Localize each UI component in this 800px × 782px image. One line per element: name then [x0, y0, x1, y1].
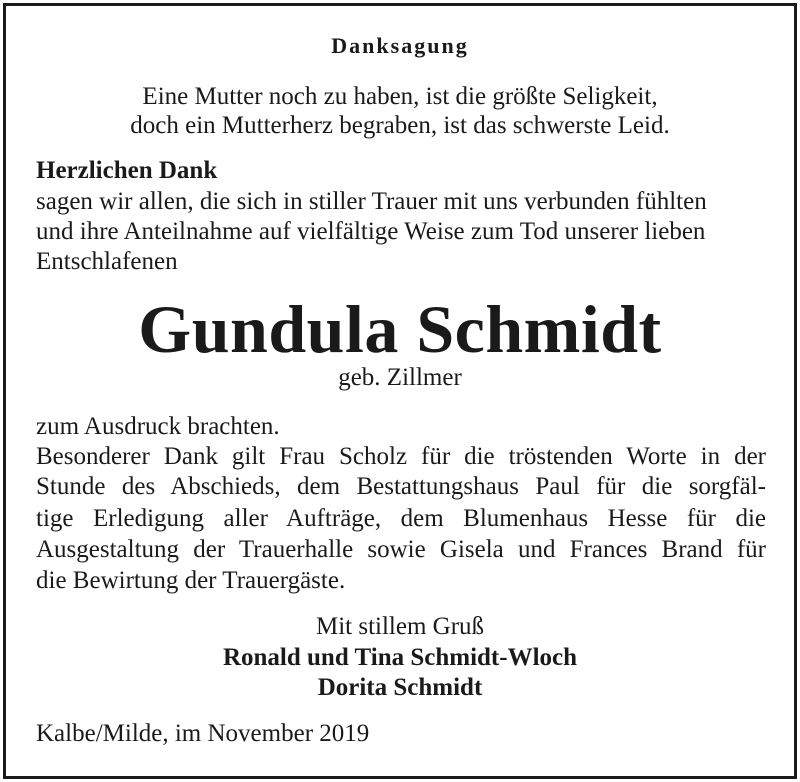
- quote-line-1: Eine Mutter noch zu haben, ist die größte Seligkeit,: [142, 83, 658, 110]
- thanks-heading: Herzlichen Dank: [36, 157, 218, 184]
- signatory-1: Ronald und Tina Schmidt-Wloch: [222, 644, 578, 671]
- closing-line-6: die Bewirtung der Trauergäste.: [36, 567, 346, 594]
- closing-line-1: zum Ausdruck brachten.: [36, 413, 280, 440]
- greeting: Mit stillem Gruß: [315, 613, 485, 640]
- notice-heading: Danksagung: [331, 33, 469, 58]
- closing-line-5: Ausgestaltung der Trauerhalle sowie Gisela und Frances Brand für: [36, 536, 766, 563]
- closing-line-3: Stunde des Abschieds, dem Bestattungshaus Paul für die sorgfäl-: [36, 473, 766, 500]
- closing-line-2: Besonderer Dank gilt Frau Scholz für die tröstenden Worte in der: [36, 443, 766, 470]
- signatory-2: Dorita Schmidt: [317, 674, 483, 701]
- closing-line-4: tige Erledigung aller Aufträge, dem Blumenhaus Hesse für die: [36, 505, 766, 532]
- quote-line-2: doch ein Mutterherz begraben, ist das schwerste Leid.: [130, 112, 670, 139]
- thanks-line-1: sagen wir allen, die sich in stiller Trauer mit uns verbunden fühlten: [36, 188, 707, 215]
- place-date: Kalbe/Milde, im November 2019: [36, 720, 370, 747]
- thanks-line-2: und ihre Anteilnahme auf vielfältige Weise zum Tod unserer lieben: [36, 218, 706, 245]
- birth-name: geb. Zillmer: [338, 364, 462, 391]
- deceased-name: Gundula Schmidt: [138, 291, 662, 367]
- thanks-line-3: Entschlafenen: [36, 248, 178, 275]
